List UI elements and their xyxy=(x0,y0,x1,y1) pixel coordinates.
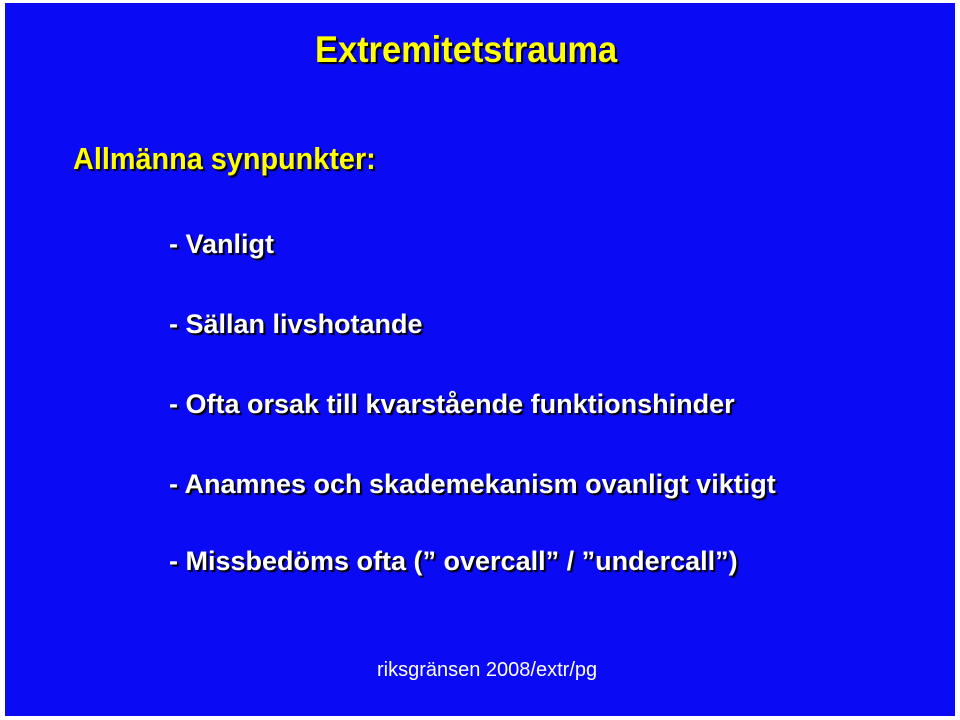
slide-title: Extremitetstrauma xyxy=(315,29,618,70)
bullet-item: - Ofta orsak till kvarstående funktionshinder xyxy=(169,389,735,419)
slide-subheading: Allmänna synpunkter: xyxy=(73,141,376,176)
bullet-item: - Vanligt xyxy=(169,229,275,259)
bullet-item: - Missbedöms ofta (” overcall” / ”undercall”) xyxy=(169,546,738,576)
slide-footer: riksgränsen 2008/extr/pg xyxy=(377,659,598,681)
bullet-item: - Anamnes och skademekanism ovanligt viktigt xyxy=(169,469,776,499)
slide xyxy=(5,3,955,716)
bullet-item: - Sällan livshotande xyxy=(169,309,423,339)
